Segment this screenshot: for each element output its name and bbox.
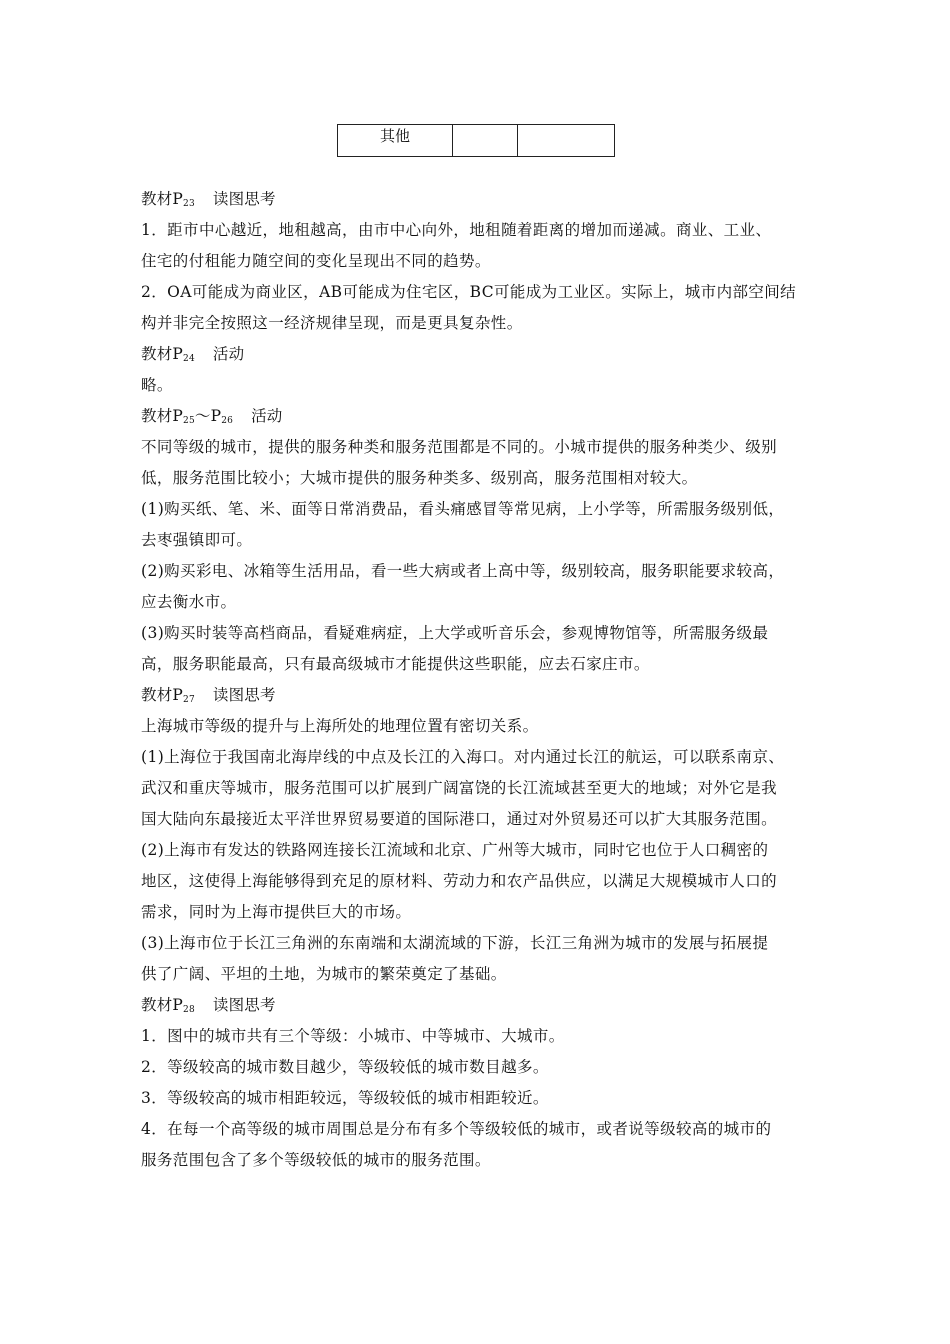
paragraph-line: 住宅的付租能力随空间的变化呈现出不同的趋势。 bbox=[141, 252, 491, 270]
heading-prefix: 教材P bbox=[141, 996, 184, 1014]
paragraph-line: 1．距市中心越近，地租越高，由市中心向外，地租随着距离的增加而递减。商业、工业、 bbox=[141, 221, 772, 239]
paragraph-line: 低，服务范围比较小；大城市提供的服务种类多、级别高，服务范围相对较大。 bbox=[141, 469, 698, 487]
heading-topic: 读图思考 bbox=[212, 190, 276, 208]
paragraph-line: (2)购买彩电、冰箱等生活用品，看一些大病或者上高中等，级别较高，服务职能要求较高， bbox=[141, 562, 785, 580]
page-number: 27 bbox=[183, 695, 195, 705]
paragraph-line: 高，服务职能最高，只有最高级城市才能提供这些职能，应去石家庄市。 bbox=[141, 655, 650, 673]
page-number: 25 bbox=[183, 416, 195, 426]
section-heading bbox=[141, 339, 821, 370]
paragraph-line: 3．等级较高的城市相距较远，等级较低的城市相距较近。 bbox=[141, 1089, 549, 1107]
paragraph-line: 上海城市等级的提升与上海所处的地理位置有密切关系。 bbox=[141, 717, 539, 735]
page-number: 23 bbox=[183, 199, 195, 209]
paragraph-line: 武汉和重庆等城市，服务范围可以扩展到广阔富饶的长江流域甚至更大的地域；对外它是我 bbox=[141, 779, 778, 797]
table-cell bbox=[453, 125, 518, 157]
heading-prefix: 教材P bbox=[141, 190, 184, 208]
table-cell bbox=[518, 125, 615, 157]
table-cell-label: 其他 bbox=[338, 125, 453, 157]
paragraph-line: (3)购买时装等高档商品，看疑难病症，上大学或听音乐会，参观博物馆等，所需服务级最 bbox=[141, 624, 769, 642]
heading-topic: 读图思考 bbox=[212, 996, 276, 1014]
paragraph-line: 2．OA可能成为商业区，AB可能成为住宅区，BC可能成为工业区。实际上，城市内部空间结 bbox=[141, 283, 797, 301]
paragraph-line: (2)上海市有发达的铁路网连接长江流域和北京、广州等大城市，同时它也位于人口稠密的 bbox=[141, 841, 769, 859]
heading-prefix: 教材P bbox=[141, 686, 184, 704]
paragraph-line: (3)上海市位于长江三角洲的东南端和太湖流域的下游，长江三角洲为城市的发展与拓展提 bbox=[141, 934, 769, 952]
heading-prefix: 教材P bbox=[141, 345, 184, 363]
page-number: 28 bbox=[183, 1005, 195, 1015]
heading-topic: 活动 bbox=[212, 345, 245, 363]
paragraph-line: 地区，这使得上海能够得到充足的原材料、劳动力和农产品供应，以满足大规模城市人口的 bbox=[141, 872, 778, 890]
section-heading bbox=[141, 990, 821, 1021]
paragraph-line: 国大陆向东最接近太平洋世界贸易要道的国际港口，通过对外贸易还可以扩大其服务范围。 bbox=[141, 810, 778, 828]
heading-topic: 活动 bbox=[251, 407, 283, 425]
paragraph-line: 供了广阔、平坦的土地，为城市的繁荣奠定了基础。 bbox=[141, 965, 507, 983]
paragraph-line: 服务范围包含了多个等级较低的城市的服务范围。 bbox=[141, 1151, 491, 1169]
service-table-fragment bbox=[337, 124, 615, 157]
paragraph-line: (1)上海位于我国南北海岸线的中点及长江的入海口。对内通过长江的航运，可以联系南京、 bbox=[141, 748, 785, 766]
paragraph-line: 应去衡水市。 bbox=[141, 593, 237, 611]
document-body bbox=[141, 184, 821, 1176]
heading-prefix: 教材P bbox=[141, 407, 184, 425]
section-heading bbox=[141, 401, 821, 432]
heading-range-sep: ～P bbox=[194, 407, 222, 425]
paragraph-line: 略。 bbox=[141, 376, 173, 394]
heading-topic: 读图思考 bbox=[212, 686, 276, 704]
paragraph-line: 1．图中的城市共有三个等级：小城市、中等城市、大城市。 bbox=[141, 1027, 565, 1045]
paragraph-line: 4．在每一个高等级的城市周围总是分布有多个等级较低的城市，或者说等级较高的城市的 bbox=[141, 1120, 772, 1138]
paragraph-line: 2．等级较高的城市数目越少，等级较低的城市数目越多。 bbox=[141, 1058, 549, 1076]
paragraph-line: (1)购买纸、笔、米、面等日常消费品，看头痛感冒等常见病，上小学等，所需服务级别低， bbox=[141, 500, 785, 518]
paragraph-line: 去枣强镇即可。 bbox=[141, 531, 253, 549]
page-number: 24 bbox=[183, 354, 195, 364]
paragraph-line: 构并非完全按照这一经济规律呈现，而是更具复杂性。 bbox=[141, 314, 523, 332]
table-row bbox=[338, 125, 615, 157]
page-number: 26 bbox=[221, 416, 234, 426]
paragraph-line: 不同等级的城市，提供的服务种类和服务范围都是不同的。小城市提供的服务种类少、级别 bbox=[141, 438, 778, 456]
paragraph-line: 需求，同时为上海市提供巨大的市场。 bbox=[141, 903, 412, 921]
section-heading bbox=[141, 184, 821, 215]
section-heading bbox=[141, 680, 821, 711]
